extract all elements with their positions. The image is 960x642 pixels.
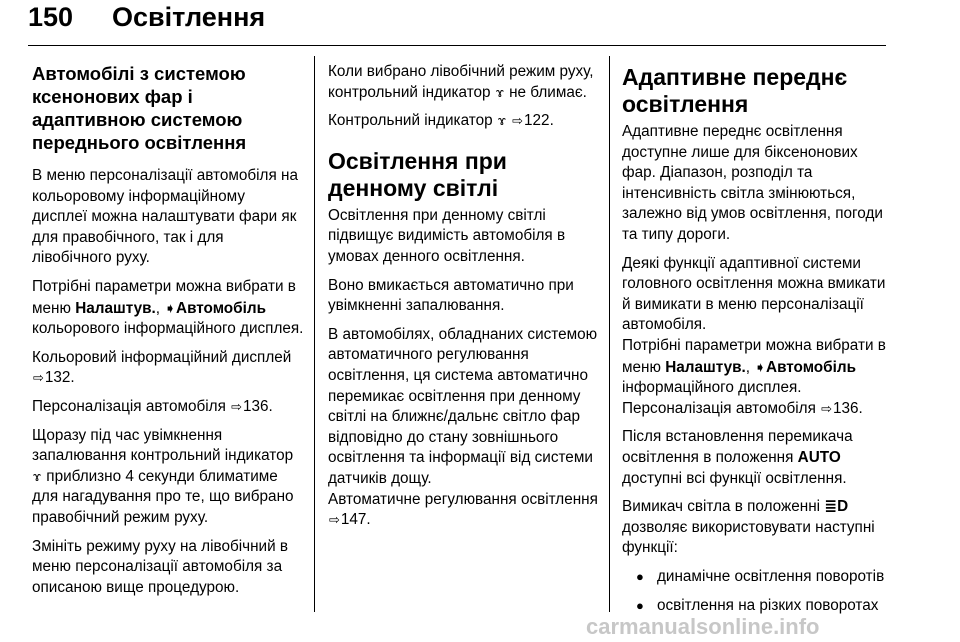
column-2 [328, 62, 600, 539]
column-divider-2 [609, 56, 610, 612]
paragraph: Потрібні параметри можна вибрати в меню Налаштув., ➧Автомобіль кольорового інформаційного дисплея. [32, 277, 304, 338]
header-divider [28, 45, 886, 46]
column-3 [622, 62, 890, 626]
menu-settings-link[interactable]: Налаштув. [665, 358, 746, 376]
paragraph: Контрольний індикатор ɤ ⇨122. [328, 111, 600, 132]
page-number: 150 [28, 2, 74, 32]
paragraph: Освітлення при денному світлі підвищує видимість автомобіля в умовах денного освітлення. [328, 206, 566, 265]
paragraph: Змініть режиму руху на лівобічний в меню персоналізації автомобіля за описаною вище процедурою. [32, 537, 288, 596]
list-item: ● динамічне освітлення поворотів [622, 567, 890, 588]
page-ref-link[interactable]: 136. [833, 399, 863, 417]
paragraph: Деякі функції адаптивної системи головного освітлення можна вмикати й вимикати в меню персоналізації автомобіля. Потрібні параметри можна вибрати в меню Налаштув., ➧Автомобіль інформаційного дисплея. Персоналізація автомобіля ⇨136. [622, 254, 890, 420]
page-ref-icon: ⇨ [33, 370, 44, 386]
paragraph: Коли вибрано лівобічний режим руху, контрольний індикатор ɤ не блимає. [328, 62, 600, 103]
watermark: carmanualsonline.info [586, 614, 820, 639]
paragraph: Вимикач світла в положенні ≣D дозволяє використовувати наступні функції: [622, 498, 875, 557]
paragraph: Адаптивне переднє освітлення доступне лише для біксенонових фар. Діапазон, розподіл та інтенсивність світла змінюються, залежно від умов освітлення, погоди та типу дороги. [622, 123, 883, 243]
menu-arrow-icon: ➧ [164, 299, 177, 316]
paragraph: В меню персоналізації автомобіля на кольоровому інформаційному дисплеї можна налаштувати фари як для правобічного, так і для лівобічного руху. [32, 167, 298, 267]
paragraph: Кольоровий інформаційний дисплей ⇨132. [32, 348, 304, 389]
paragraph: Щоразу під час увімкнення запалювання контрольний індикатор ɤ приблизно 4 секунди блиматиме для нагадування про те, що вибрано правобічний режим руху. [32, 426, 294, 526]
paragraph: Воно вмикається автоматично при увімкненні запалювання. [328, 276, 574, 315]
feature-list [622, 567, 890, 617]
page-ref-icon: ⇨ [512, 113, 524, 129]
headlight-icon: ≣D [824, 498, 849, 516]
section-heading-adaptive-lighting: Адаптивне переднє освітлення [622, 64, 848, 117]
column-1 [32, 62, 304, 606]
page-header [28, 2, 888, 42]
auto-switch-label: AUTO [797, 448, 841, 466]
menu-vehicle-link[interactable]: Автомобіль [176, 299, 266, 317]
page-ref-link[interactable]: 147. [340, 511, 371, 529]
page-ref-icon: ⇨ [821, 400, 833, 416]
paragraph: Після встановлення перемикача освітлення в положення AUTO доступні всі функції освітлення. [622, 428, 853, 487]
page-ref-link[interactable]: 122. [524, 112, 554, 130]
section-heading-daytime-lights: Освітлення при денному світлі [328, 147, 507, 201]
indicator-lamp-icon: ɤ [33, 468, 42, 484]
indicator-lamp-icon: ɤ [497, 113, 506, 129]
paragraph: Персоналізація автомобіля ⇨136. [32, 397, 304, 418]
list-item: ● освітлення на різких поворотах [622, 596, 890, 617]
section-heading-xenon: Автомобілі з системою ксенонових фар і адаптивною системою переднього освітлення [32, 63, 247, 153]
paragraph: В автомобілях, обладнаних системою автоматичного регулювання освітлення, ця система автоматично перемикає освітлення при денному світлі на ближнє/дальнє світло фар відповідно до стану зовнішнього освітлення та інформації від системи датчиків дощу. Автоматичне регулювання освітлення ⇨147. [328, 325, 600, 531]
page-title: Освітлення [112, 2, 266, 32]
page-ref-icon: ⇨ [329, 512, 340, 528]
page-ref-icon: ⇨ [231, 398, 243, 414]
column-divider-1 [314, 56, 315, 612]
menu-settings-link[interactable]: Налаштув. [75, 299, 156, 317]
menu-arrow-icon: ➧ [754, 358, 767, 375]
menu-vehicle-link[interactable]: Автомобіль [766, 358, 856, 376]
page-ref-link[interactable]: 132. [44, 369, 75, 387]
indicator-lamp-icon: ɤ [495, 84, 504, 100]
page-ref-link[interactable]: 136. [243, 397, 273, 415]
